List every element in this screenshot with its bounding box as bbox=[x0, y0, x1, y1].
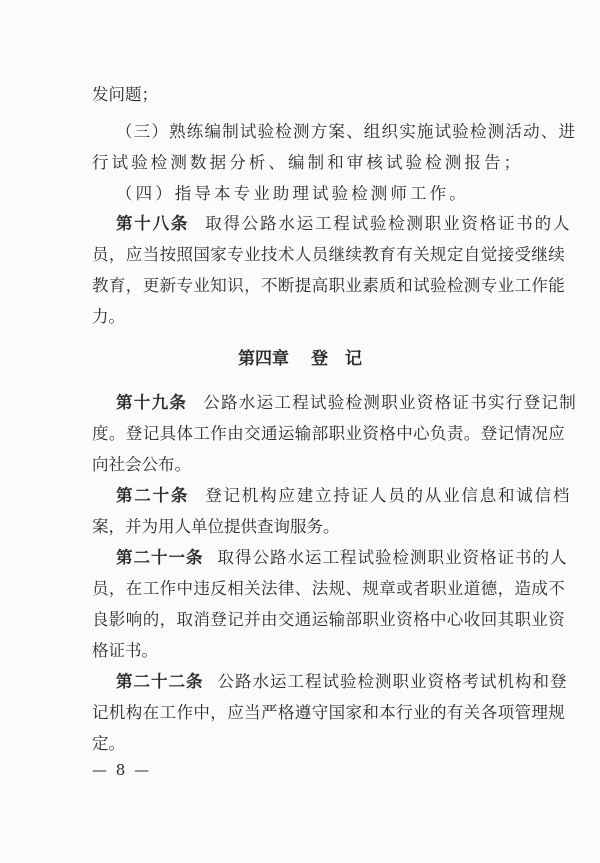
chapter-title: 登 记 bbox=[311, 349, 362, 369]
article-label: 第十八条 bbox=[116, 214, 190, 233]
text-line: 员，应当按照国家专业技术人员继续教育有关规定自觉接受继续 bbox=[92, 245, 566, 264]
text-line: 案，并为用人单位提供查询服务。 bbox=[92, 517, 340, 536]
article-text: 公路水运工程试验检测职业资格考试机构和登 bbox=[217, 672, 568, 691]
article-18 bbox=[116, 213, 571, 235]
chapter-heading bbox=[0, 348, 600, 370]
text-line: 教育，更新专业知识，不断提高职业素质和试验检测专业工作能 bbox=[92, 276, 566, 295]
article-text: 取得公路水运工程试验检测职业资格证书的人 bbox=[205, 214, 572, 233]
article-text: 取得公路水运工程试验检测职业资格证书的人 bbox=[217, 548, 568, 567]
article-label: 第二十二条 bbox=[116, 672, 204, 691]
text-line: 格证书。 bbox=[92, 641, 158, 660]
text-line: 度。登记具体工作由交通运输部职业资格中心负责。登记情况应 bbox=[92, 424, 566, 443]
text-line: 向社会公布。 bbox=[92, 455, 191, 474]
chapter-number: 第四章 bbox=[238, 349, 289, 369]
text-line: 记机构在工作中，应当严格遵守国家和本行业的有关各项管理规 bbox=[92, 703, 566, 722]
article-label: 第十九条 bbox=[116, 393, 188, 412]
text-line: 良影响的，取消登记并由交通运输部职业资格中心收回其职业资 bbox=[92, 610, 566, 629]
article-20 bbox=[116, 485, 571, 507]
article-21 bbox=[116, 547, 568, 569]
page-number: — 8 — bbox=[92, 761, 152, 779]
article-text: 登记机构应建立持证人员的从业信息和诚信档 bbox=[205, 486, 572, 505]
article-label: 第二十一条 bbox=[116, 548, 204, 567]
text-line: 行试验检测数据分析、编制和审核试验检测报告； bbox=[92, 153, 524, 172]
text-line: 员，在工作中违反相关法律、法规、规章或者职业道德，造成不 bbox=[92, 579, 566, 598]
text-line: 定。 bbox=[92, 734, 125, 753]
text-line: （四）指导本专业助理试验检测师工作。 bbox=[116, 184, 469, 203]
text-line: 力。 bbox=[92, 307, 125, 326]
article-22 bbox=[116, 671, 568, 693]
text-line: 发问题； bbox=[92, 85, 158, 104]
article-text: 公路水运工程试验检测职业资格证书实行登记制 bbox=[203, 393, 578, 412]
article-label: 第二十条 bbox=[116, 486, 190, 505]
article-19 bbox=[116, 392, 577, 414]
text-line: （三）熟练编制试验检测方案、组织实施试验检测活动、进 bbox=[116, 122, 577, 141]
